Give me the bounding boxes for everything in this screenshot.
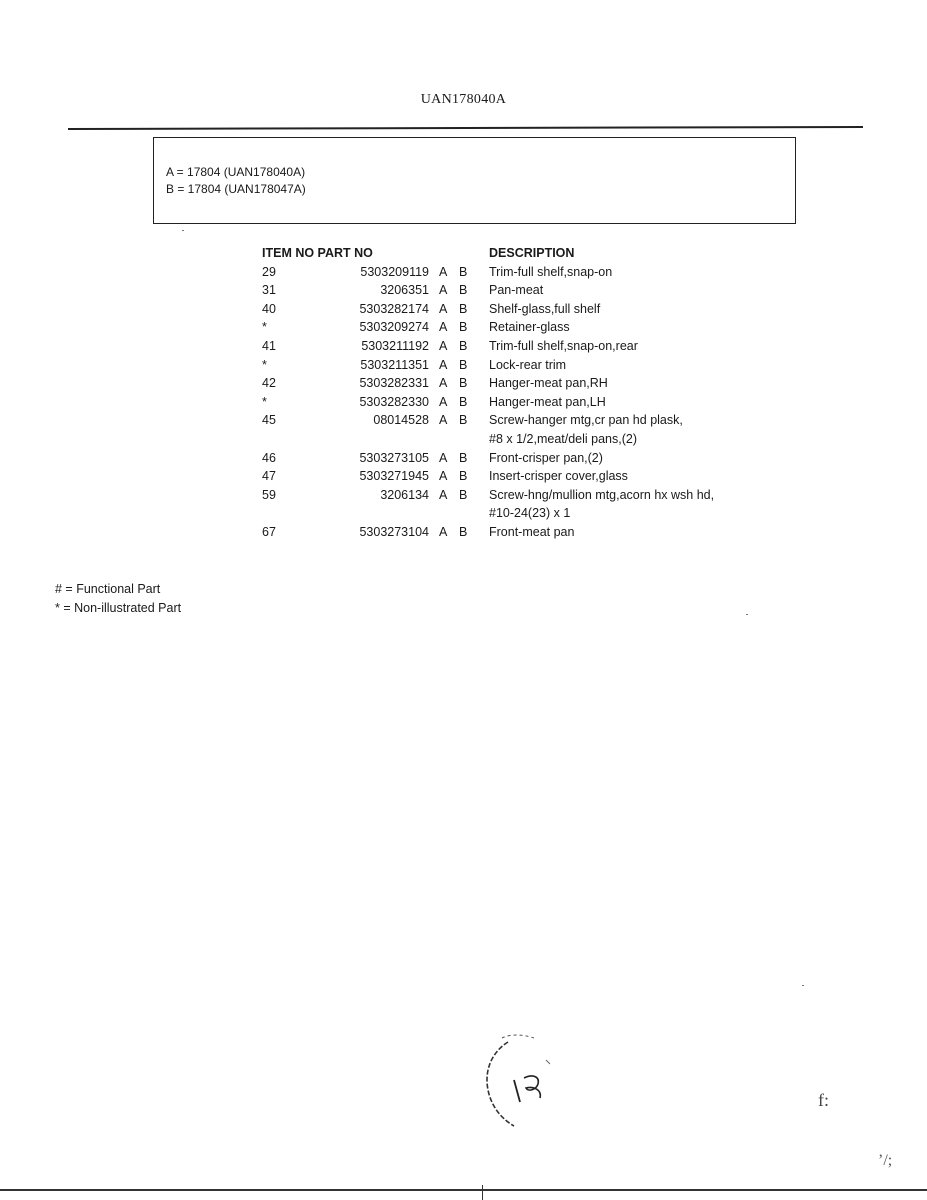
bottom-tick	[482, 1185, 483, 1200]
item-number: 29	[262, 264, 276, 279]
scan-speck	[746, 614, 748, 615]
model-a-flag: A	[439, 376, 448, 391]
part-number: 5303273104	[359, 524, 429, 539]
model-a-flag: A	[439, 283, 448, 298]
part-description: Trim-full shelf,snap-on	[489, 264, 613, 279]
item-number: 41	[262, 338, 276, 353]
model-b-flag: B	[459, 301, 468, 316]
model-b-flag: B	[459, 283, 468, 298]
model-b-flag: B	[459, 487, 468, 502]
model-a-flag: A	[439, 450, 448, 465]
model-a-flag: A	[439, 524, 448, 539]
item-number: 40	[262, 301, 276, 316]
header-description: DESCRIPTION	[489, 246, 575, 260]
model-a-flag: A	[439, 338, 448, 353]
part-description: Screw-hanger mtg,cr pan hd plask,	[489, 413, 683, 428]
handwritten-mark	[478, 1030, 568, 1130]
corner-mark: ’/;	[878, 1152, 893, 1169]
part-number: 5303282331	[359, 376, 429, 391]
model-a-flag: A	[439, 487, 448, 502]
model-a-flag: A	[439, 357, 448, 372]
item-number: 45	[262, 413, 276, 428]
model-b-flag: B	[459, 357, 468, 372]
model-b-flag: B	[459, 394, 468, 409]
part-description: Shelf-glass,full shelf	[489, 301, 601, 316]
part-number: 5303211351	[360, 357, 429, 372]
model-key-box	[153, 137, 796, 224]
model-b-flag: B	[459, 338, 468, 353]
part-number: 5303209274	[359, 320, 429, 335]
bottom-divider	[0, 1189, 927, 1191]
margin-mark: f:	[818, 1090, 829, 1110]
part-description: Screw-hng/mullion mtg,acorn hx wsh hd,	[489, 487, 715, 502]
scan-speck	[802, 985, 804, 986]
model-a-flag: A	[439, 413, 448, 428]
part-description: Hanger-meat pan,RH	[489, 376, 608, 391]
page-title: UAN178040A	[420, 92, 507, 107]
item-number: 47	[262, 469, 276, 484]
part-description: Pan-meat	[489, 283, 544, 298]
part-description: Lock-rear trim	[489, 357, 567, 372]
item-number: 59	[262, 487, 276, 502]
part-number: 5303209119	[360, 264, 429, 279]
legend	[55, 582, 181, 620]
legend-non-illustrated: * = Non-illustrated Part	[55, 601, 182, 615]
model-a-label: A = 17804 (UAN178040A)	[166, 165, 306, 179]
model-a-flag: A	[439, 264, 448, 279]
part-description: Retainer-glass	[489, 320, 570, 335]
part-description: Hanger-meat pan,LH	[489, 394, 606, 409]
model-b-flag: B	[459, 524, 468, 539]
item-number: *	[262, 394, 267, 409]
part-description: Trim-full shelf,snap-on,rear	[489, 338, 638, 353]
model-b-label: B = 17804 (UAN178047A)	[166, 182, 306, 196]
model-a-flag: A	[439, 469, 448, 484]
header-item-part: ITEM NO PART NO	[262, 246, 373, 260]
model-a-flag: A	[439, 301, 448, 316]
part-description: Insert-crisper cover,glass	[489, 469, 628, 484]
legend-functional: # = Functional Part	[55, 582, 161, 596]
item-number: 42	[262, 376, 276, 391]
item-number: 46	[262, 450, 276, 465]
part-number: 5303271945	[359, 469, 429, 484]
model-b-flag: B	[459, 320, 468, 335]
scan-speck	[182, 230, 184, 231]
part-number: 5303282330	[359, 394, 429, 409]
part-number: 08014528	[373, 413, 429, 428]
item-number: 67	[262, 524, 276, 539]
part-number: 3206351	[380, 283, 429, 298]
item-number: *	[262, 320, 267, 335]
part-number: 3206134	[380, 487, 429, 502]
model-b-flag: B	[459, 264, 468, 279]
top-divider	[68, 126, 863, 130]
item-number: *	[262, 357, 267, 372]
model-b-flag: B	[459, 376, 468, 391]
model-a-flag: A	[439, 320, 448, 335]
model-b-flag: B	[459, 469, 468, 484]
part-description: #10-24(23) x 1	[489, 506, 571, 521]
part-description: Front-meat pan	[489, 524, 575, 539]
part-number: 5303211192	[361, 338, 429, 353]
model-a-flag: A	[439, 394, 448, 409]
model-b-flag: B	[459, 413, 468, 428]
part-number: 5303282174	[359, 301, 429, 316]
part-description: #8 x 1/2,meat/deli pans,(2)	[489, 431, 637, 446]
model-b-flag: B	[459, 450, 468, 465]
part-description: Front-crisper pan,(2)	[489, 450, 603, 465]
item-number: 31	[262, 283, 276, 298]
part-number: 5303273105	[359, 450, 429, 465]
